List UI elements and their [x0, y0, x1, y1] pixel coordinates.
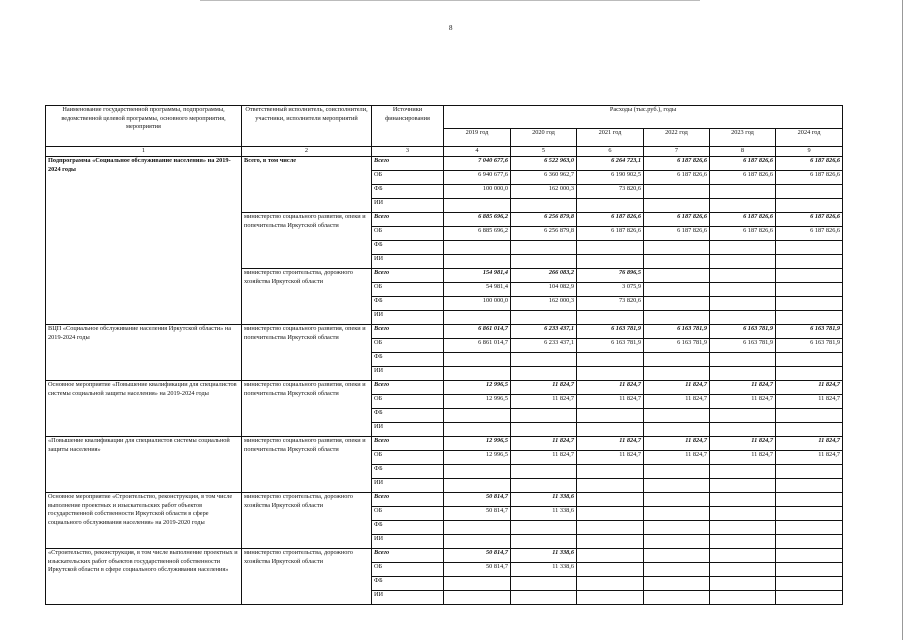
expense-value-cell — [644, 591, 710, 605]
expense-value-cell — [710, 409, 776, 423]
expense-value-cell: 11 824,7 — [511, 437, 577, 451]
funding-source-cell: ФБ — [372, 465, 444, 479]
page-number: 8 — [449, 24, 453, 32]
table-row — [46, 493, 843, 507]
expense-value-cell — [776, 367, 843, 381]
column-number: 2 — [242, 147, 372, 157]
expense-value-cell: 6 163 781,9 — [644, 339, 710, 353]
table-row — [46, 325, 843, 339]
program-name-cell: Подпрограмма «Социальное обслуживание населения» на 2019-2024 годы — [46, 157, 242, 325]
funding-source-cell: ИИ — [372, 199, 444, 213]
expense-value-cell: 6 187 826,6 — [776, 171, 843, 185]
scan-edge-right — [902, 0, 903, 640]
expense-value-cell: 11 824,7 — [644, 437, 710, 451]
expense-value-cell — [776, 577, 843, 591]
expense-value-cell — [577, 241, 644, 255]
funding-source-cell: ФБ — [372, 185, 444, 199]
program-name-cell: Основное мероприятие «Повышение квалификации для специалистов системы социальной защиты населения» на 2019-2024 годы — [46, 381, 242, 437]
expense-value-cell — [776, 507, 843, 521]
expense-value-cell — [710, 283, 776, 297]
expense-value-cell: 6 163 781,9 — [776, 339, 843, 353]
column-number: 3 — [372, 147, 444, 157]
expense-value-cell — [577, 353, 644, 367]
expense-value-cell — [644, 283, 710, 297]
expense-value-cell: 6 187 826,6 — [710, 213, 776, 227]
expense-value-cell: 12 996,5 — [444, 395, 511, 409]
expense-value-cell — [577, 465, 644, 479]
expense-value-cell: 11 824,7 — [776, 451, 843, 465]
expense-value-cell: 6 256 879,8 — [511, 213, 577, 227]
expense-value-cell — [776, 549, 843, 563]
expense-value-cell — [511, 255, 577, 269]
expense-value-cell — [577, 367, 644, 381]
expense-value-cell — [644, 409, 710, 423]
funding-source-cell: Всего — [372, 325, 444, 339]
expense-value-cell: 11 824,7 — [710, 451, 776, 465]
expense-value-cell — [710, 465, 776, 479]
funding-source-cell: ФБ — [372, 521, 444, 535]
expense-value-cell: 11 824,7 — [511, 395, 577, 409]
funding-source-cell: ИИ — [372, 479, 444, 493]
expense-value-cell — [577, 591, 644, 605]
expense-value-cell — [511, 521, 577, 535]
column-number: 9 — [776, 147, 843, 157]
expense-value-cell: 6 187 826,6 — [644, 227, 710, 241]
expense-value-cell: 11 824,7 — [511, 451, 577, 465]
column-number: 6 — [577, 147, 644, 157]
expense-value-cell: 6 187 826,6 — [710, 171, 776, 185]
expense-value-cell: 11 824,7 — [644, 395, 710, 409]
column-numbers-row — [46, 147, 843, 157]
expense-value-cell: 6 885 696,2 — [444, 227, 511, 241]
expense-value-cell — [776, 241, 843, 255]
expense-value-cell — [644, 367, 710, 381]
expense-value-cell — [644, 549, 710, 563]
table-row — [46, 157, 843, 171]
expense-value-cell: 6 187 826,6 — [776, 213, 843, 227]
funding-source-cell: Всего — [372, 493, 444, 507]
expense-value-cell: 11 338,6 — [511, 549, 577, 563]
table-body — [46, 106, 843, 605]
program-name-cell: «Строительство, реконструкция, в том числе выполнение проектных и изыскательских работ объектов государственной собственности Иркутской области в сфере социального обслуживания населения» — [46, 549, 242, 605]
expense-value-cell: 11 824,7 — [776, 395, 843, 409]
expense-value-cell: 6 885 696,2 — [444, 213, 511, 227]
expense-value-cell — [776, 255, 843, 269]
expense-value-cell — [710, 255, 776, 269]
header-year: 2020 год — [511, 129, 577, 147]
expense-value-cell — [644, 199, 710, 213]
funding-source-cell: ИИ — [372, 367, 444, 381]
expense-value-cell — [644, 311, 710, 325]
column-number: 4 — [444, 147, 511, 157]
expense-value-cell — [644, 535, 710, 549]
expense-value-cell — [776, 409, 843, 423]
expense-value-cell — [577, 255, 644, 269]
header-year: 2022 год — [644, 129, 710, 147]
expense-value-cell: 73 820,6 — [577, 185, 644, 199]
expense-value-cell — [776, 311, 843, 325]
expense-value-cell — [577, 535, 644, 549]
expense-value-cell: 6 187 826,6 — [577, 227, 644, 241]
expense-value-cell — [577, 521, 644, 535]
funding-source-cell: ИИ — [372, 535, 444, 549]
expense-value-cell — [644, 493, 710, 507]
expense-value-cell: 76 896,5 — [577, 269, 644, 283]
expense-value-cell: 6 163 781,9 — [710, 339, 776, 353]
funding-source-cell: Всего — [372, 157, 444, 171]
expense-value-cell — [577, 549, 644, 563]
funding-source-cell: Всего — [372, 549, 444, 563]
funding-source-cell: Всего — [372, 213, 444, 227]
expense-value-cell: 100 000,0 — [444, 297, 511, 311]
funding-source-cell: ФБ — [372, 241, 444, 255]
funding-source-cell: ОБ — [372, 451, 444, 465]
expense-value-cell — [644, 269, 710, 283]
executor-cell: министерство социального развития, опеки и попечительства Иркутской области — [242, 325, 372, 381]
expense-value-cell: 50 814,7 — [444, 549, 511, 563]
expense-value-cell — [511, 577, 577, 591]
expense-value-cell: 6 163 781,9 — [577, 325, 644, 339]
column-number: 7 — [644, 147, 710, 157]
expense-value-cell: 6 163 781,9 — [776, 325, 843, 339]
expense-value-cell: 266 083,2 — [511, 269, 577, 283]
program-name-cell: ВЦП «Социальное обслуживание населения Иркутской области» на 2019-2024 годы — [46, 325, 242, 381]
header-row-top — [46, 106, 843, 129]
expense-value-cell — [577, 493, 644, 507]
funding-source-cell: ФБ — [372, 577, 444, 591]
expense-value-cell — [511, 409, 577, 423]
expense-value-cell — [444, 255, 511, 269]
table-row — [46, 437, 843, 451]
funding-source-cell: ОБ — [372, 227, 444, 241]
expense-value-cell — [644, 479, 710, 493]
expense-value-cell — [776, 479, 843, 493]
funding-source-cell: ОБ — [372, 339, 444, 353]
expense-value-cell — [511, 465, 577, 479]
expense-value-cell: 6 163 781,9 — [577, 339, 644, 353]
executor-cell: министерство социального развития, опеки и попечительства Иркутской области — [242, 381, 372, 437]
expense-value-cell — [511, 423, 577, 437]
expense-value-cell: 12 996,5 — [444, 381, 511, 395]
expense-value-cell — [710, 521, 776, 535]
expense-value-cell — [644, 465, 710, 479]
expense-value-cell — [776, 563, 843, 577]
expense-value-cell — [577, 199, 644, 213]
expense-value-cell: 6 187 826,6 — [710, 157, 776, 171]
funding-source-cell: ОБ — [372, 507, 444, 521]
expense-value-cell: 11 824,7 — [577, 381, 644, 395]
executor-cell: министерство строительства, дорожного хозяйства Иркутской области — [242, 549, 372, 605]
table-row — [46, 381, 843, 395]
expenses-table — [45, 105, 843, 605]
expense-value-cell: 100 000,0 — [444, 185, 511, 199]
expense-value-cell: 6 233 437,1 — [511, 339, 577, 353]
expense-value-cell — [444, 367, 511, 381]
header-year: 2019 год — [444, 129, 511, 147]
column-number: 8 — [710, 147, 776, 157]
expense-value-cell: 6 861 014,7 — [444, 325, 511, 339]
expense-value-cell: 11 824,7 — [511, 381, 577, 395]
executor-cell: министерство социального развития, опеки и попечительства Иркутской области — [242, 437, 372, 493]
expense-value-cell: 12 996,5 — [444, 437, 511, 451]
expense-value-cell — [710, 577, 776, 591]
funding-source-cell: ФБ — [372, 297, 444, 311]
program-name-cell: Основное мероприятие «Строительство, реконструкция, в том числе выполнение проектных и изыскательских работ объектов государственной собственности Иркутской области в сфере социального обслуживания населения» на 2019-2020 годы — [46, 493, 242, 549]
expense-value-cell — [511, 353, 577, 367]
expense-value-cell — [444, 591, 511, 605]
expense-value-cell — [511, 479, 577, 493]
funding-source-cell: ИИ — [372, 311, 444, 325]
expense-value-cell: 6 190 902,5 — [577, 171, 644, 185]
executor-cell: министерство социального развития, опеки и попечительства Иркутской области — [242, 213, 372, 269]
expense-value-cell: 6 233 437,1 — [511, 325, 577, 339]
header-expenses: Расходы (тыс.руб.), годы — [444, 106, 843, 129]
expense-value-cell — [511, 311, 577, 325]
expense-value-cell: 3 075,9 — [577, 283, 644, 297]
funding-source-cell: Всего — [372, 269, 444, 283]
expense-value-cell — [644, 423, 710, 437]
expense-value-cell: 162 000,3 — [511, 297, 577, 311]
expense-value-cell: 11 824,7 — [644, 381, 710, 395]
expense-value-cell: 11 338,6 — [511, 507, 577, 521]
header-name: Наименование государственной программы, подпрограммы, ведомственной целевой программы, основного мероприятия, мероприятия — [46, 106, 242, 147]
expense-value-cell — [444, 479, 511, 493]
header-executor: Ответственный исполнитель, соисполнители, участники, исполнители мероприятий — [242, 106, 372, 147]
header-year: 2021 год — [577, 129, 644, 147]
expense-value-cell — [577, 507, 644, 521]
expense-value-cell — [644, 507, 710, 521]
expense-value-cell — [444, 311, 511, 325]
expense-value-cell — [577, 423, 644, 437]
expense-value-cell: 73 820,6 — [577, 297, 644, 311]
expense-value-cell — [644, 185, 710, 199]
expense-value-cell: 6 187 826,6 — [776, 227, 843, 241]
expense-value-cell — [710, 241, 776, 255]
expense-value-cell — [710, 353, 776, 367]
funding-source-cell: ОБ — [372, 171, 444, 185]
funding-source-cell: ФБ — [372, 409, 444, 423]
funding-source-cell: ФБ — [372, 353, 444, 367]
expense-value-cell: 11 824,7 — [577, 395, 644, 409]
expense-value-cell — [710, 311, 776, 325]
expense-value-cell — [776, 493, 843, 507]
expense-value-cell — [444, 353, 511, 367]
expense-value-cell — [776, 591, 843, 605]
expense-value-cell — [776, 423, 843, 437]
expense-value-cell: 50 814,7 — [444, 493, 511, 507]
expense-value-cell: 11 824,7 — [577, 451, 644, 465]
header-source: Источники финансирования — [372, 106, 444, 147]
expense-value-cell — [710, 297, 776, 311]
expense-value-cell — [511, 241, 577, 255]
expense-value-cell — [710, 269, 776, 283]
expense-value-cell: 6 187 826,6 — [644, 213, 710, 227]
executor-cell: Всего, в том числе — [242, 157, 372, 213]
expense-value-cell — [577, 479, 644, 493]
expense-value-cell — [710, 549, 776, 563]
expense-value-cell: 11 824,7 — [710, 381, 776, 395]
executor-cell: министерство строительства, дорожного хозяйства Иркутской области — [242, 269, 372, 325]
expense-value-cell — [444, 423, 511, 437]
expense-value-cell — [444, 241, 511, 255]
expense-value-cell: 6 360 962,7 — [511, 171, 577, 185]
expense-value-cell: 6 256 879,8 — [511, 227, 577, 241]
expense-value-cell: 6 187 826,6 — [776, 157, 843, 171]
expense-value-cell: 11 338,6 — [511, 563, 577, 577]
funding-source-cell: Всего — [372, 381, 444, 395]
expense-value-cell: 6 163 781,9 — [644, 325, 710, 339]
expense-value-cell — [710, 507, 776, 521]
expense-value-cell: 6 940 677,6 — [444, 171, 511, 185]
expense-value-cell — [776, 521, 843, 535]
expense-value-cell — [710, 423, 776, 437]
expense-value-cell: 11 824,7 — [710, 395, 776, 409]
expense-value-cell — [444, 521, 511, 535]
expense-value-cell — [644, 297, 710, 311]
expense-value-cell — [577, 563, 644, 577]
expense-value-cell — [710, 479, 776, 493]
expense-value-cell — [444, 199, 511, 213]
expense-value-cell — [710, 367, 776, 381]
program-name-cell: «Повышение квалификации для специалистов системы социальной защиты населения» — [46, 437, 242, 493]
column-number: 5 — [511, 147, 577, 157]
funding-source-cell: ИИ — [372, 591, 444, 605]
expense-value-cell — [644, 241, 710, 255]
expense-value-cell: 162 000,3 — [511, 185, 577, 199]
expense-value-cell: 11 824,7 — [644, 451, 710, 465]
expense-value-cell: 104 082,9 — [511, 283, 577, 297]
funding-source-cell: ИИ — [372, 255, 444, 269]
expense-value-cell — [644, 353, 710, 367]
funding-source-cell: ОБ — [372, 563, 444, 577]
expense-value-cell: 6 264 723,1 — [577, 157, 644, 171]
expense-value-cell — [776, 269, 843, 283]
expense-value-cell: 6 163 781,9 — [710, 325, 776, 339]
expense-value-cell — [776, 185, 843, 199]
expense-value-cell: 50 814,7 — [444, 563, 511, 577]
header-year: 2024 год — [776, 129, 843, 147]
expense-value-cell — [577, 409, 644, 423]
header-year: 2023 год — [710, 129, 776, 147]
expense-value-cell: 50 814,7 — [444, 507, 511, 521]
expense-value-cell — [644, 577, 710, 591]
expense-value-cell: 11 338,6 — [511, 493, 577, 507]
expense-value-cell: 12 996,5 — [444, 451, 511, 465]
expense-value-cell — [776, 297, 843, 311]
expense-value-cell — [511, 591, 577, 605]
expense-value-cell: 6 861 014,7 — [444, 339, 511, 353]
expense-value-cell — [776, 353, 843, 367]
expense-value-cell: 54 981,4 — [444, 283, 511, 297]
expense-value-cell — [710, 535, 776, 549]
expense-value-cell: 6 522 963,0 — [511, 157, 577, 171]
expense-value-cell — [776, 199, 843, 213]
expense-value-cell — [511, 367, 577, 381]
expense-value-cell — [710, 493, 776, 507]
expense-value-cell: 11 824,7 — [776, 437, 843, 451]
expense-value-cell — [511, 199, 577, 213]
expense-value-cell — [577, 311, 644, 325]
executor-cell: министерство строительства, дорожного хозяйства Иркутской области — [242, 493, 372, 549]
expense-value-cell — [444, 535, 511, 549]
expense-value-cell — [511, 535, 577, 549]
funding-source-cell: ОБ — [372, 395, 444, 409]
table-row — [46, 549, 843, 563]
expense-value-cell — [710, 591, 776, 605]
expense-value-cell — [776, 465, 843, 479]
expense-value-cell — [776, 283, 843, 297]
expense-value-cell — [444, 577, 511, 591]
expense-value-cell: 11 824,7 — [776, 381, 843, 395]
expense-value-cell — [710, 563, 776, 577]
expense-value-cell — [710, 199, 776, 213]
scan-edge-top — [200, 0, 700, 1]
expense-value-cell — [577, 577, 644, 591]
funding-source-cell: ОБ — [372, 283, 444, 297]
expense-value-cell: 6 187 826,6 — [710, 227, 776, 241]
expense-value-cell — [644, 521, 710, 535]
expense-value-cell: 7 040 677,6 — [444, 157, 511, 171]
expense-value-cell: 11 824,7 — [710, 437, 776, 451]
expense-value-cell — [776, 535, 843, 549]
funding-source-cell: Всего — [372, 437, 444, 451]
expense-value-cell — [710, 185, 776, 199]
column-number: 1 — [46, 147, 242, 157]
expense-value-cell — [444, 465, 511, 479]
expense-value-cell: 154 981,4 — [444, 269, 511, 283]
expense-value-cell — [644, 255, 710, 269]
expense-value-cell: 11 824,7 — [577, 437, 644, 451]
expense-value-cell: 6 187 826,6 — [577, 213, 644, 227]
expense-value-cell: 6 187 826,6 — [644, 157, 710, 171]
expense-value-cell — [644, 563, 710, 577]
expense-value-cell — [444, 409, 511, 423]
expense-value-cell: 6 187 826,6 — [644, 171, 710, 185]
funding-source-cell: ИИ — [372, 423, 444, 437]
